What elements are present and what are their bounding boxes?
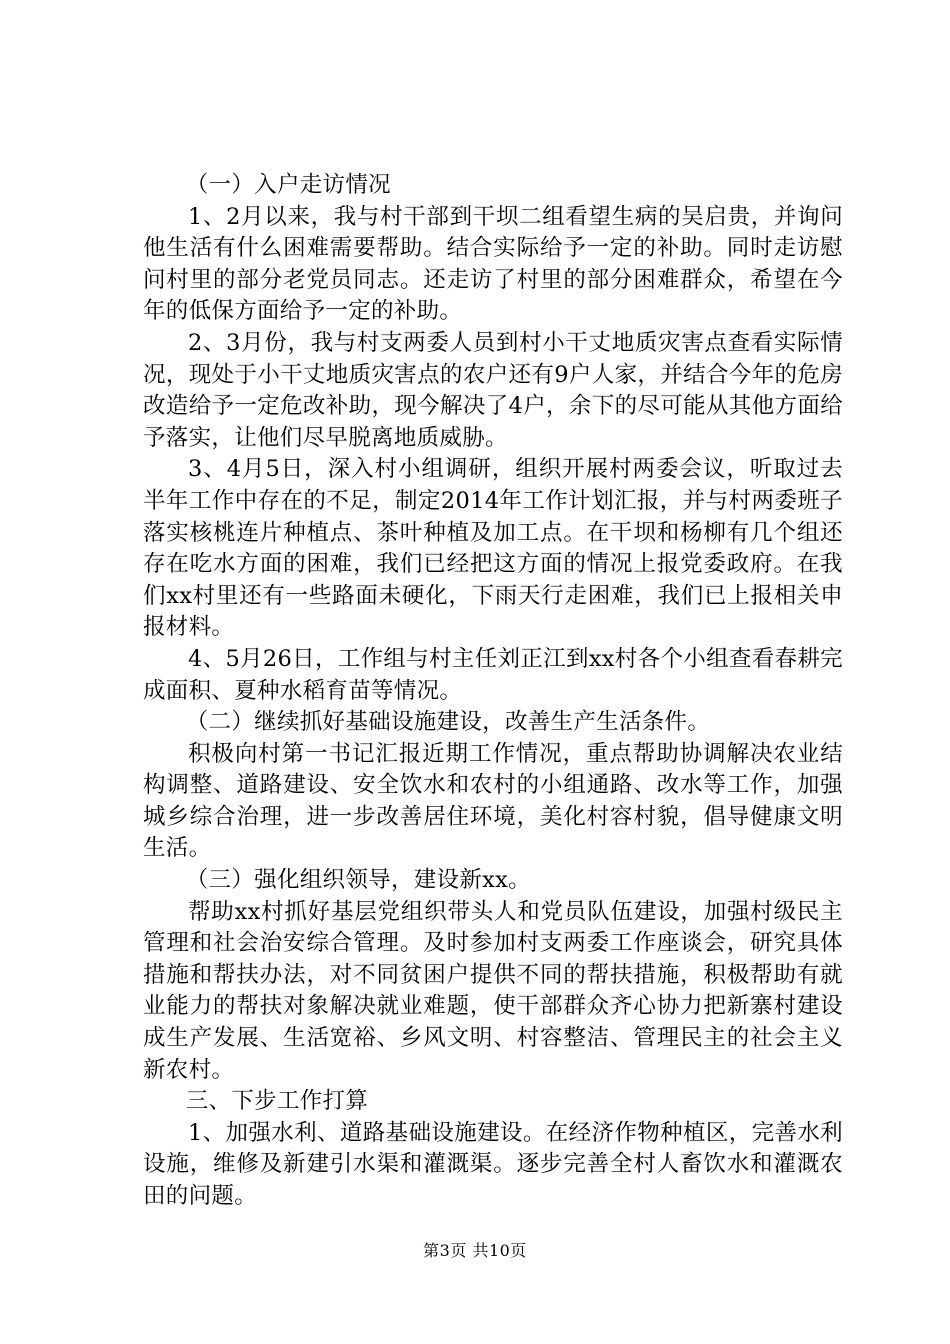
page-footer bbox=[0, 1240, 950, 1262]
paragraph-visit-may: 4、5月26日，工作组与村主任刘正江到xx村各个小组查看春耕完成面积、夏种水稻育苗等情况。 bbox=[143, 645, 843, 704]
page-number-label: 第3页 共10页 bbox=[423, 1241, 527, 1260]
document-body bbox=[143, 170, 843, 1213]
section-heading-household-visits: （一）入户走访情况 bbox=[185, 172, 391, 198]
paragraph-visit-april: 3、4月5日，深入村小组调研，组织开展村两委会议，听取过去半年工作中存在的不足，制定2014年工作计划汇报，并与村两委班子落实核桃连片种植点、茶叶种植及加工点。在干坝和杨柳有几个组还存在吃水方面的困难，我们已经把这方面的情况上报党委政府。在我们xx村里还有一些路面未硬化，下雨天行走困难，我们已上报相关申报材料。 bbox=[143, 456, 843, 641]
paragraph-organization: 帮助xx村抓好基层党组织带头人和党员队伍建设，加强村级民主管理和社会治安综合管理。及时参加村支两委工作座谈会，研究具体措施和帮扶办法，对不同贫困户提供不同的帮扶措施，积极帮助有就业能力的帮扶对象解决就业难题，使干部群众齐心协力把新寨村建设成生产发展、生活宽裕、乡风文明、村容整洁、管理民主的社会主义新农村。 bbox=[143, 898, 843, 1083]
section-heading-organization: （三）强化组织领导，建设新xx。 bbox=[185, 867, 531, 894]
paragraph-next-steps-water: 1、加强水利、道路基础设施建设。在经济作物种植区，完善水利设施，维修及新建引水渠和灌溉渠。逐步完善全村人畜饮水和灌溉农田的问题。 bbox=[143, 1119, 843, 1209]
paragraph-visit-february: 1、2月以来，我与村干部到干坝二组看望生病的吴启贵，并询问他生活有什么困难需要帮助。结合实际给予一定的补助。同时走访慰问村里的部分老党员同志。还走访了村里的部分困难群众，希望在今年的低保方面给予一定的补助。 bbox=[143, 203, 843, 325]
section-heading-infrastructure: （二）继续抓好基础设施建设，改善生产生活条件。 bbox=[185, 709, 711, 736]
paragraph-infrastructure: 积极向村第一书记汇报近期工作情况，重点帮助协调解决农业结构调整、道路建设、安全饮水和农村的小组通路、改水等工作，加强城乡综合治理，进一步改善居住环境，美化村容村貌，倡导健康文明生活。 bbox=[143, 740, 843, 862]
paragraph-visit-march: 2、3月份，我与村支两委人员到村小干丈地质灾害点查看实际情况，现处于小干丈地质灾害点的农户还有9户人家，并结合今年的危房改造给予一定危改补助，现今解决了4户，余下的尽可能从其他方面给予落实，让他们尽早脱离地质威胁。 bbox=[143, 329, 843, 451]
section-heading-next-steps: 三、下步工作打算 bbox=[185, 1088, 369, 1115]
